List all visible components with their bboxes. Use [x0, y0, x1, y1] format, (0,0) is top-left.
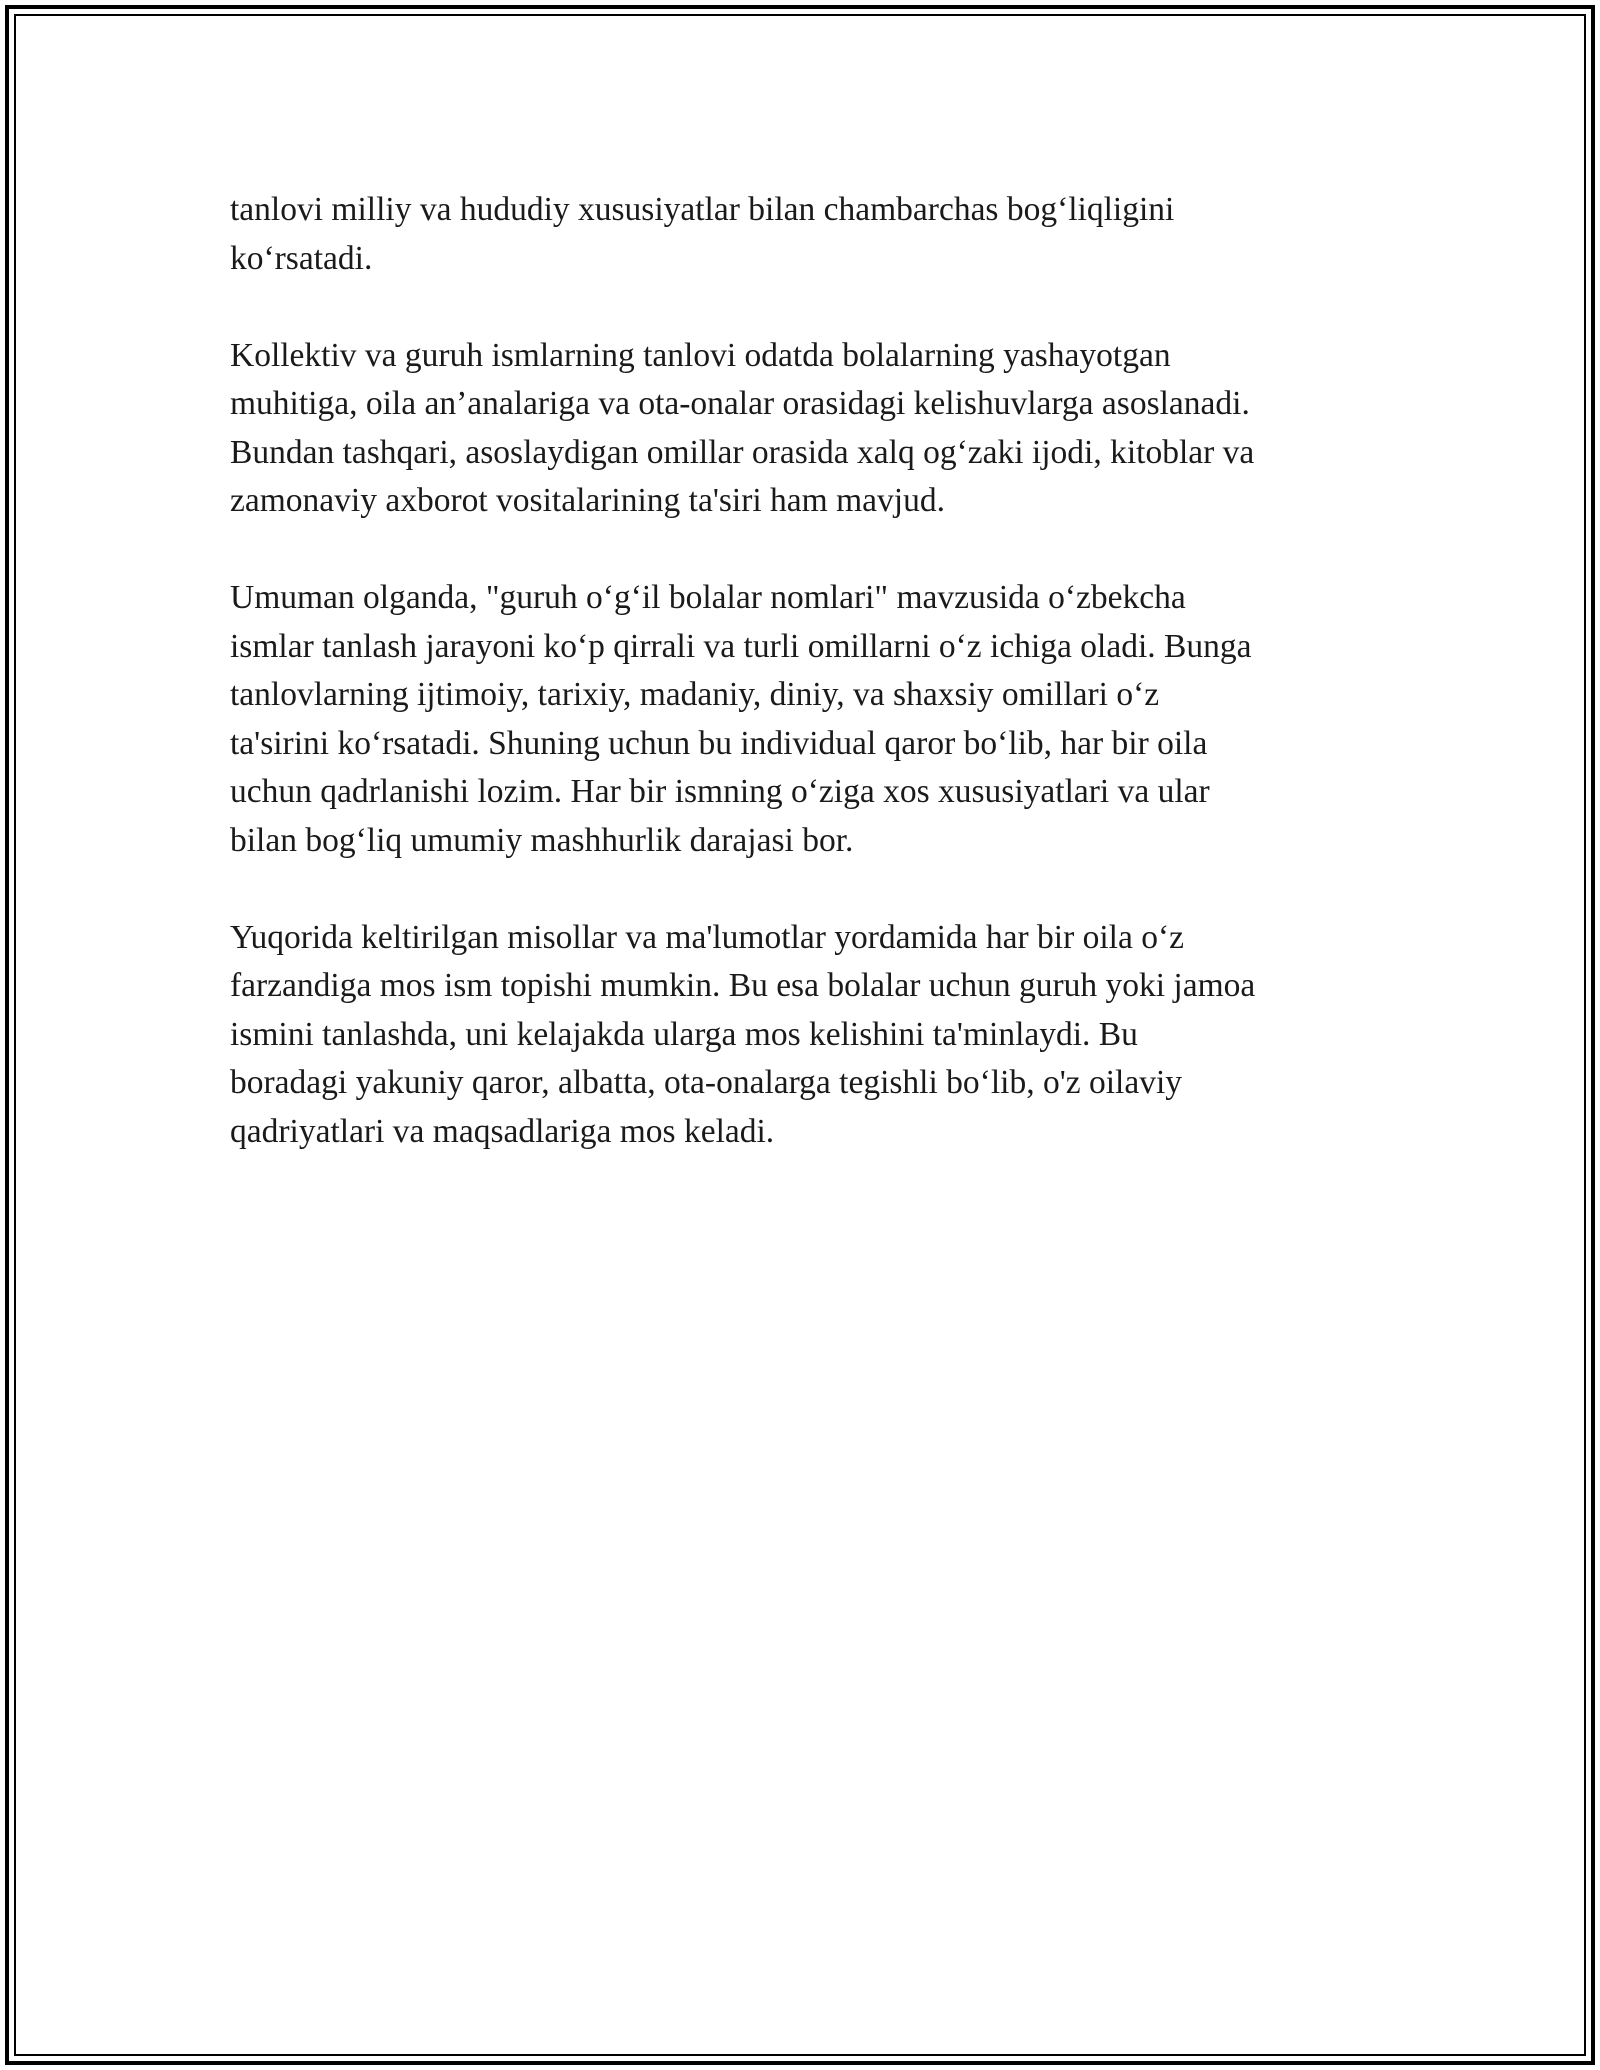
paragraph-1: tanlovi milliy va hududiy xususiyatlar bilan chambarchas bog‘liqligini ko‘rsatadi. [230, 191, 1175, 277]
document-body [230, 186, 1380, 1205]
paragraph-2: Kollektiv va guruh ismlarning tanlovi odatda bolalarning yashayotgan muhitiga, oila an’analariga va ota-onalar orasidagi kelishuvlarga asoslanadi. Bundan tashqari, asoslaydigan omillar orasida xalq og‘zaki ijodi, kitoblar va zamonaviy axborot vositalarining ta'siri ham mavjud. [230, 336, 1255, 519]
paragraph-3: Umuman olganda, "guruh o‘g‘il bolalar nomlari" mavzusida o‘zbekcha ismlar tanlash jarayoni ko‘p qirrali va turli omillarni o‘z ichiga oladi. Bunga tanlovlarning ijtimoiy, tarixiy, madaniy, diniy, va shaxsiy omillari o‘z ta'sirini ko‘rsatadi. Shuning uchun bu individual qaror bo‘lib, har bir oila uchun qadrlanishi lozim. Har bir ismning o‘ziga xos xususiyatlari va ular bilan bog‘liq umumiy mashhurlik darajasi bor. [230, 579, 1252, 859]
paragraph-4: Yuqorida keltirilgan misollar va ma'lumotlar yordamida har bir oila o‘z farzandiga mos ism topishi mumkin. Bu esa bolalar uchun guruh yoki jamoa ismini tanlashda, uni kelajakda ularga mos kelishini ta'minlaydi. Bu boradagi yakuniy qaror, albatta, ota-onalarga tegishli bo‘lib, o'z oilaviy qadriyatlari va maqsadlariga mos keladi. [230, 918, 1256, 1150]
